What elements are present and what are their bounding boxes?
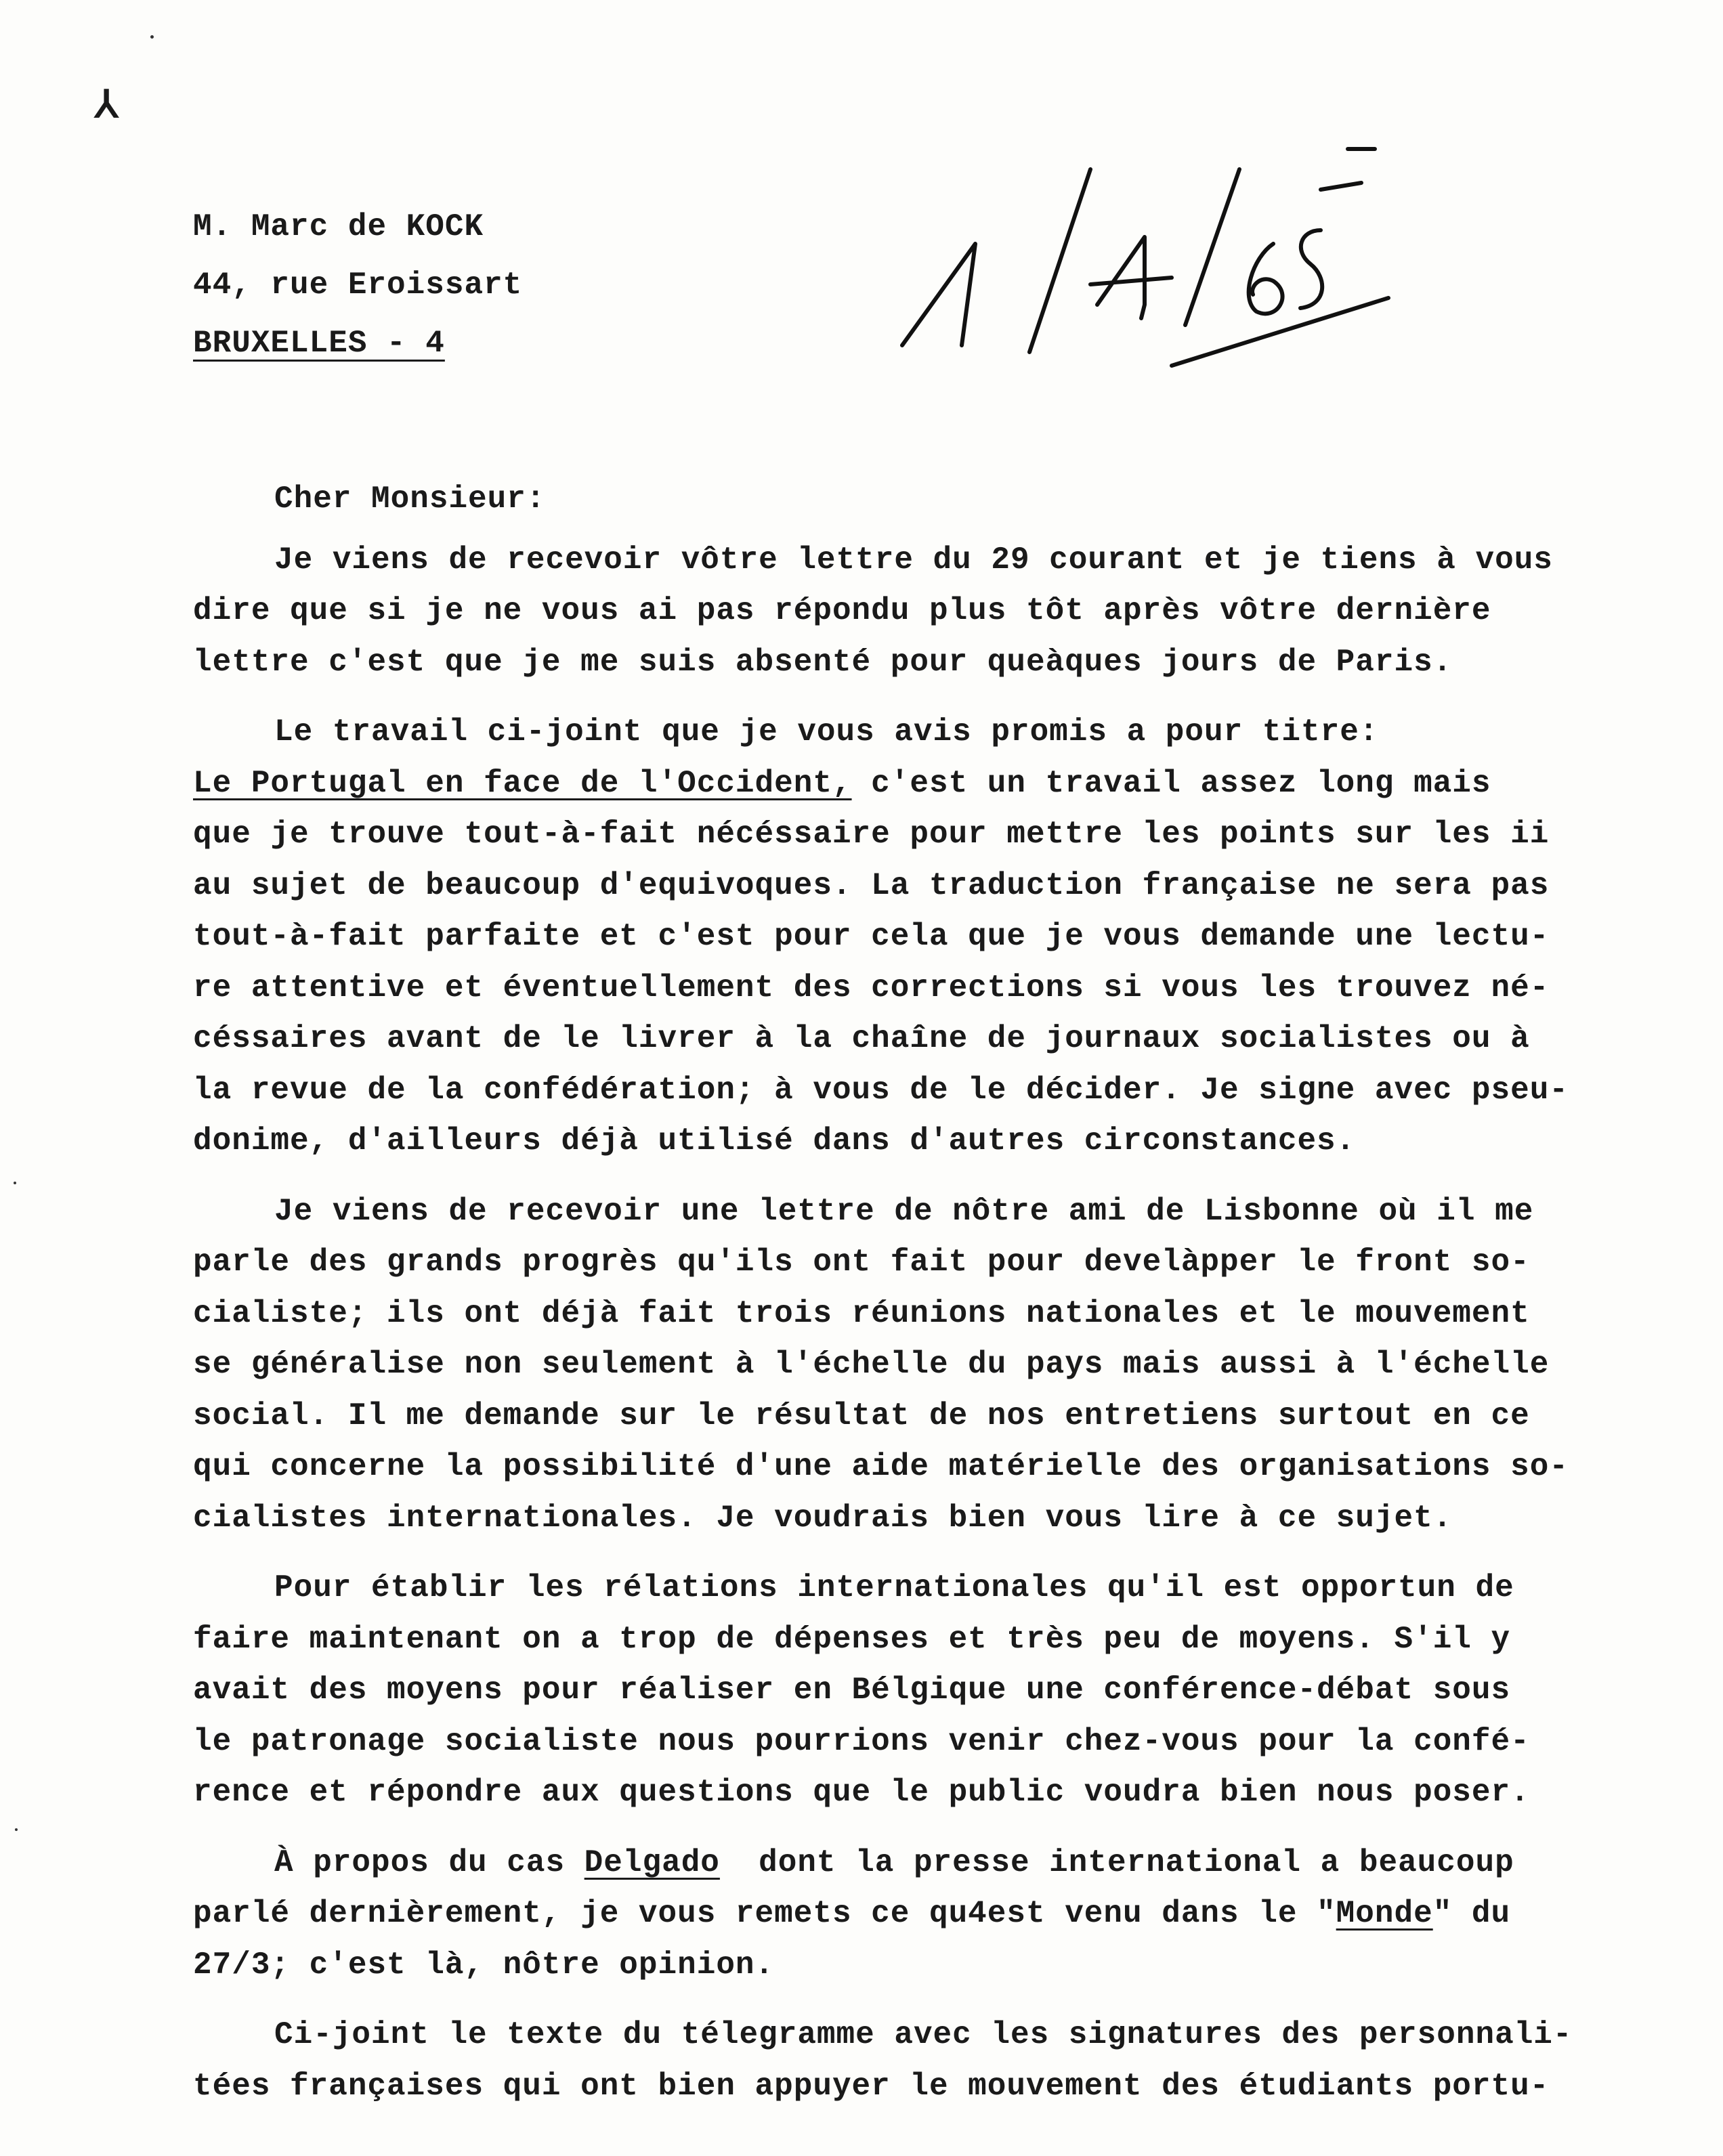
- ink-speck: [15, 1828, 18, 1831]
- recipient-street: 44, rue Eroissart: [193, 267, 523, 303]
- text-line: se généralise non seulement à l'échelle du pays mais aussi à l'échelle: [193, 1347, 1550, 1382]
- paragraph-3: [193, 1186, 1663, 1545]
- text-line: [193, 758, 1663, 810]
- handwritten-date-text: 1/4/65: [887, 142, 890, 143]
- text-line: re attentive et éventuellement des corrections si vous les trouvez né-: [193, 970, 1550, 1006]
- paragraph-5: [193, 1838, 1663, 1991]
- text-line: Pour établir les rélations internationales qu'il est opportun de: [274, 1570, 1514, 1605]
- text-line-rest: c'est un travail assez long mais: [871, 765, 1491, 801]
- text-line: Je viens de recevoir vôtre lettre du 29 courant et je tiens à vous: [274, 542, 1553, 578]
- text-fragment: " du: [1432, 1896, 1511, 1931]
- letter-body: [193, 474, 1663, 2131]
- paragraph-4: [193, 1563, 1663, 1819]
- text-fragment: À propos du cas: [274, 1845, 584, 1880]
- recipient-address: [193, 198, 522, 372]
- text-line: [193, 1838, 1663, 1889]
- handwritten-date: [887, 142, 1402, 386]
- text-line: Le travail ci-joint que je vous avis promis a pour titre:: [274, 714, 1379, 750]
- text-line: tées françaises qui ont bien appuyer le mouvement des étudiants portu-: [193, 2068, 1550, 2104]
- text-line: Je viens de recevoir une lettre de nôtre ami de Lisbonne où il me: [274, 1193, 1534, 1229]
- ink-speck: [150, 35, 154, 39]
- text-line: cialiste; ils ont déjà fait trois réunions nationales et le mouvement: [193, 1295, 1530, 1331]
- text-line: que je trouve tout-à-fait nécéssaire pour mettre les points sur les ii: [193, 817, 1550, 852]
- text-line: cialistes internationales. Je voudrais bien vous lire à ce sujet.: [193, 1500, 1453, 1536]
- text-line: avait des moyens pour réaliser en Bélgique une conférence-débat sous: [193, 1673, 1511, 1708]
- paragraph-6: [193, 2010, 1663, 2112]
- name-delgado: Delgado: [584, 1845, 720, 1880]
- text-line: dire que si je ne vous ai pas répondu plus tôt après vôtre dernière: [193, 593, 1491, 628]
- text-line: céssaires avant de le livrer à la chaîne de journaux socialistes ou à: [193, 1021, 1530, 1056]
- text-line: le patronage socialiste nous pourrions venir chez-vous pour la confé-: [193, 1723, 1530, 1759]
- recipient-city: BRUXELLES - 4: [193, 326, 445, 361]
- text-line: rence et répondre aux questions que le public voudra bien nous poser.: [193, 1775, 1530, 1810]
- paragraph-1: [193, 535, 1663, 689]
- margin-mark: ⅄: [95, 85, 119, 129]
- text-line: 27/3; c'est là, nôtre opinion.: [193, 1947, 775, 1983]
- text-line: donime, d'ailleurs déjà utilisé dans d'autres circonstances.: [193, 1123, 1356, 1159]
- newspaper-monde: Monde: [1336, 1896, 1433, 1931]
- text-line: lettre c'est que je me suis absenté pour queàques jours de Paris.: [193, 644, 1453, 680]
- text-line: social. Il me demande sur le résultat de nos entretiens surtout en ce: [193, 1398, 1530, 1433]
- text-fragment: dont la presse international a beaucoup: [719, 1845, 1514, 1880]
- ink-speck: [14, 1182, 16, 1184]
- text-fragment: parlé dernièrement, je vous remets ce qu4est venu dans le ": [193, 1896, 1336, 1931]
- text-line: qui concerne la possibilité d'une aide matérielle des organisations so-: [193, 1449, 1569, 1484]
- article-title: Le Portugal en face de l'Occident,: [193, 765, 852, 801]
- text-line: la revue de la confédération; à vous de le décider. Je signe avec pseu-: [193, 1072, 1569, 1108]
- salutation: Cher Monsieur:: [274, 481, 546, 517]
- text-line: Ci-joint le texte du télegramme avec les signatures des personnali-: [274, 2017, 1573, 2052]
- text-line: au sujet de beaucoup d'equivoques. La traduction française ne sera pas: [193, 867, 1550, 903]
- text-line: tout-à-fait parfaite et c'est pour cela que je vous demande une lectu-: [193, 919, 1550, 954]
- paragraph-2: [193, 707, 1663, 1167]
- text-line: parle des grands progrès qu'ils ont fait pour develàpper le front so-: [193, 1245, 1530, 1280]
- text-line: faire maintenant on a trop de dépenses et très peu de moyens. S'il y: [193, 1621, 1511, 1657]
- text-line: [193, 1889, 1663, 1940]
- recipient-name: M. Marc de KOCK: [193, 209, 484, 244]
